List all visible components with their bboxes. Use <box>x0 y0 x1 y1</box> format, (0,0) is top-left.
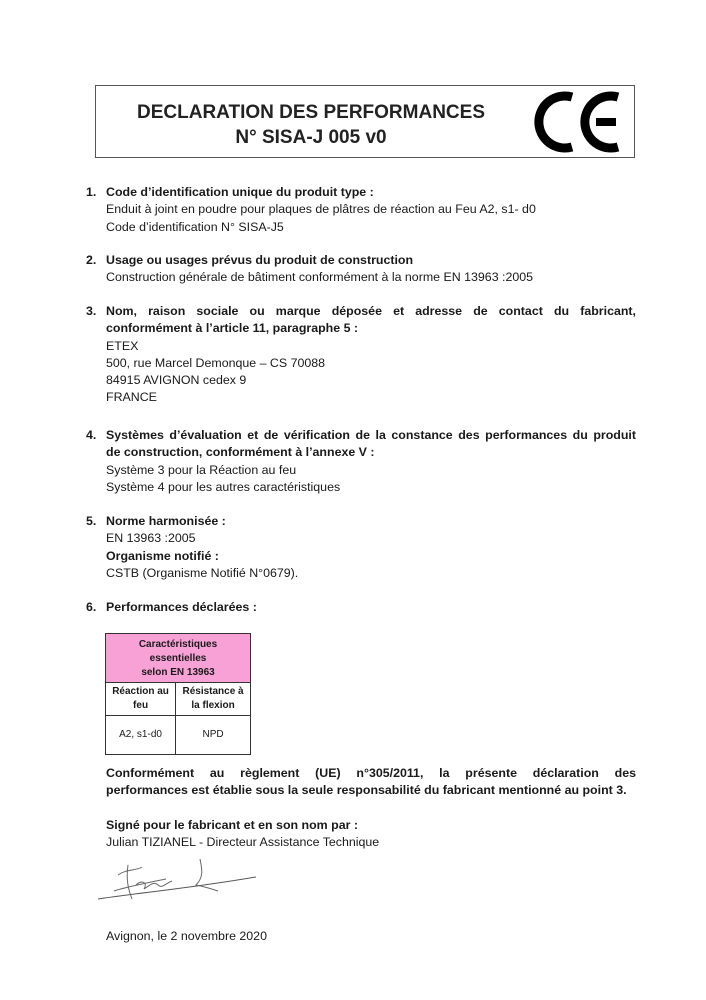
notified-body-heading: Organisme notifié : <box>106 548 219 563</box>
value-fire-reaction: A2, s1-d0 <box>106 716 176 755</box>
header-line: Résistance à <box>182 686 244 697</box>
manufacturer-name: ETEX <box>106 338 139 353</box>
title-box <box>95 85 635 158</box>
title-line-2: N° SISA-J 005 v0 <box>235 127 387 148</box>
system-other: Système 4 pour les autres caractéristiques <box>106 479 341 494</box>
header-line: la flexion <box>191 700 235 711</box>
manufacturer-city: 84915 AVIGNON cedex 9 <box>106 373 247 388</box>
header-line: feu <box>133 700 149 711</box>
product-description: Enduit à joint en poudre pour plaques de plâtres de réaction au Feu A2, s1- d0 <box>106 202 536 217</box>
system-fire-reaction: Système 3 pour la Réaction au feu <box>106 462 297 477</box>
section-number: 5. <box>86 514 97 528</box>
section-4 <box>86 427 636 496</box>
identification-code: Code d’identification N° SISA-J5 <box>106 219 284 234</box>
header-line: Réaction au <box>112 686 169 697</box>
conformity-statement <box>106 765 636 800</box>
manufacturer-street: 500, rue Marcel Demonque – CS 70088 <box>106 355 326 370</box>
section-number: 4. <box>86 428 97 442</box>
table-title-cell <box>106 634 251 683</box>
section-number: 6. <box>86 600 97 614</box>
section-heading: Systèmes d’évaluation et de vérification de la constance des performances du produit <box>106 428 636 442</box>
conformity-line: performances est établie sous la seule responsabilité du fabricant mentionné au point 3. <box>106 783 627 798</box>
section-heading-cont: de construction, conformément à l’annexe V : <box>106 445 375 460</box>
section-heading: Norme harmonisée : <box>106 514 226 528</box>
harmonised-norm: EN 13963 :2005 <box>106 531 196 546</box>
section-number: 3. <box>86 304 97 318</box>
table-header-row <box>106 683 251 716</box>
section-1 <box>86 184 636 236</box>
section-5 <box>86 513 636 582</box>
section-2 <box>86 252 636 287</box>
section-heading: Code d’identification unique du produit type : <box>106 185 374 199</box>
column-header-flexural-strength <box>176 683 251 716</box>
section-heading: Usage ou usages prévus du produit de construction <box>106 253 414 267</box>
signature-heading: Signé pour le fabricant et en son nom par : <box>106 818 358 832</box>
section-number: 1. <box>86 185 97 199</box>
section-heading-cont: conformément à l’article 11, paragraphe 5 : <box>106 321 359 336</box>
value-flexural-strength: NPD <box>176 716 251 755</box>
section-3 <box>86 303 636 407</box>
conformity-line: Conformément au règlement (UE) n°305/2011, la présente déclaration des <box>106 766 636 780</box>
section-number: 2. <box>86 253 97 267</box>
ce-mark-icon <box>532 91 624 153</box>
section-heading: Performances déclarées : <box>106 600 257 614</box>
section-heading: Nom, raison sociale ou marque déposée et adresse de contact du fabricant, <box>106 304 636 318</box>
title-line-1: DECLARATION DES PERFORMANCES <box>137 102 485 123</box>
table-title-line: selon EN 13963 <box>141 667 215 678</box>
performance-table <box>105 633 251 755</box>
signature-block <box>106 817 636 852</box>
signer-name: Julian TIZIANEL - Directeur Assistance Technique <box>106 835 380 850</box>
section-6 <box>86 599 636 616</box>
table-title-line: Caractéristiques <box>138 639 218 650</box>
intended-use: Construction générale de bâtiment conformément à la norme EN 13963 :2005 <box>106 270 534 285</box>
notified-body: CSTB (Organisme Notifié N°0679). <box>106 565 299 580</box>
handwritten-signature-icon <box>96 855 266 905</box>
document-title <box>96 100 526 150</box>
place-and-date: Avignon, le 2 novembre 2020 <box>106 929 267 943</box>
column-header-fire-reaction <box>106 683 176 716</box>
table-title-line: essentielles <box>149 653 207 664</box>
manufacturer-country: FRANCE <box>106 390 157 405</box>
table-row <box>106 716 251 755</box>
